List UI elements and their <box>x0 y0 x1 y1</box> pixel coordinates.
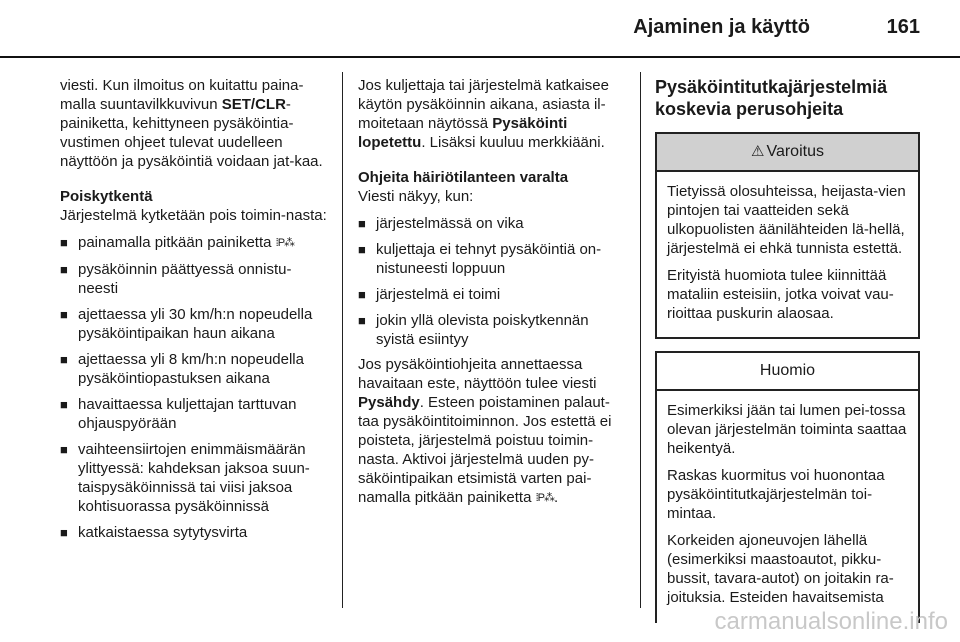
warning-text: Tietyissä olosuhteissa, heijasta-vien pintojen tai vaatteiden sekä ulkopuolisten äänilähteiden lä-hellä, järjestelmä ei ehkä tunnista estettä. <box>667 183 906 257</box>
section-heading-faults: Ohjeita häiriötilanteen varalta <box>358 169 569 186</box>
section-text: Viesti näkyy, kun: <box>358 188 474 205</box>
warning-text: Erityistä huomiota tulee kiinnittää mataliin esteisiin, jotka voivat vau-rioittaa puskurin alaosaa. <box>667 267 894 322</box>
header-divider <box>0 56 960 58</box>
list-item: ■ järjestelmässä on vika <box>358 214 630 233</box>
list-item: ■ pysäköinnin päättyessä onnistu-neesti <box>60 260 328 298</box>
fault-list <box>358 214 630 349</box>
warning-box <box>655 132 920 339</box>
list-item: ■ kuljettaja ei tehnyt pysäköintiä on-nistuneesti loppuun <box>358 240 630 278</box>
note-text: Korkeiden ajoneuvojen lähellä (esimerkiksi maastoautot, pikku-bussit, tavara-autot) on joitakin ra-joituksia. Esteiden havaitsemista <box>667 532 894 606</box>
note-box <box>655 351 920 623</box>
note-text: Raskas kuormitus voi huonontaa pysäköintitutkajärjestelmän toi-mintaa. <box>667 467 885 522</box>
section-title: Pysäköintitutkajärjestelmiä koskevia perusohjeita <box>655 77 888 119</box>
intro-paragraph: viesti. Kun ilmoitus on kuitattu paina-malla suuntavilkkuvivun SET/CLR-painiketta, kehittyneen pysäköintia-vustimen ohjeet tulevat uudelleen näyttöön ja pysäköintiä voidaan jat-kaa. <box>60 77 323 170</box>
parking-button-icon: ⁞P⁂ <box>535 492 555 504</box>
list-item: ■ ajettaessa yli 8 km/h:n nopeudella pysäköintiopastuksen aikana <box>60 350 328 388</box>
page-header <box>0 0 960 52</box>
note-text: Esimerkiksi jään tai lumen pei-tossa olevan järjestelmän toiminta saattaa heikentyä. <box>667 402 907 457</box>
list-item: ■ havaittaessa kuljettajan tarttuvan ohjauspyörään <box>60 395 328 433</box>
obstacle-paragraph: Jos pysäköintiohjeita annettaessa havaitaan este, näyttöön tulee viesti Pysähdy. Esteen poistaminen palaut-taa pysäköintitoiminnon. Jos estettä ei poisteta, järjestelmä poistuu toimin-nasta. Aktivoi järjestelmä uuden py-säköintipaikan etsimistä varten pai-namalla pitkään painiketta ⁞P⁂. <box>358 356 612 506</box>
column-left <box>60 76 328 556</box>
note-header: Huomio <box>657 353 918 391</box>
warning-triangle-icon: ⚠ <box>751 143 765 160</box>
warning-body <box>657 172 918 337</box>
chapter-title: Ajaminen ja käyttö <box>633 16 810 38</box>
page-number: 161 <box>886 16 920 38</box>
list-item: ■ jokin yllä olevista poiskytkennän syistä esiintyy <box>358 311 630 349</box>
cancel-paragraph: Jos kuljettaja tai järjestelmä katkaisee käytön pysäköinnin aikana, asiasta il-moitetaan näytössä Pysäköinti lopetettu. Lisäksi kuuluu merkkiääni. <box>358 77 609 151</box>
list-item: ■ painamalla pitkään painiketta ⁞P⁂ <box>60 233 328 253</box>
list-item: ■ vaihteensiirtojen enimmäismäärän ylittyessä: kahdeksan jaksoa suun-taispysäköinnissä tai viisi jaksoa kohtisuorassa pysäköinnissä <box>60 440 328 516</box>
note-body <box>657 391 918 621</box>
list-item: ■ katkaistaessa sytytysvirta <box>60 523 328 542</box>
section-heading-poiskytkenta: Poiskytkentä <box>60 188 153 205</box>
column-middle <box>358 76 630 524</box>
shutdown-reasons-list <box>60 233 328 542</box>
column-divider <box>640 72 641 608</box>
list-item: ■ järjestelmä ei toimi <box>358 285 630 304</box>
section-text: Järjestelmä kytketään pois toimin-nasta: <box>60 207 327 224</box>
watermark: carmanualsonline.info <box>714 608 948 635</box>
list-item: ■ ajettaessa yli 30 km/h:n nopeudella pysäköintipaikan haun aikana <box>60 305 328 343</box>
column-divider <box>342 72 343 608</box>
parking-button-icon: ⁞P⁂ <box>275 237 295 249</box>
column-right <box>655 76 920 623</box>
warning-header: ⚠ Varoitus <box>657 134 918 172</box>
